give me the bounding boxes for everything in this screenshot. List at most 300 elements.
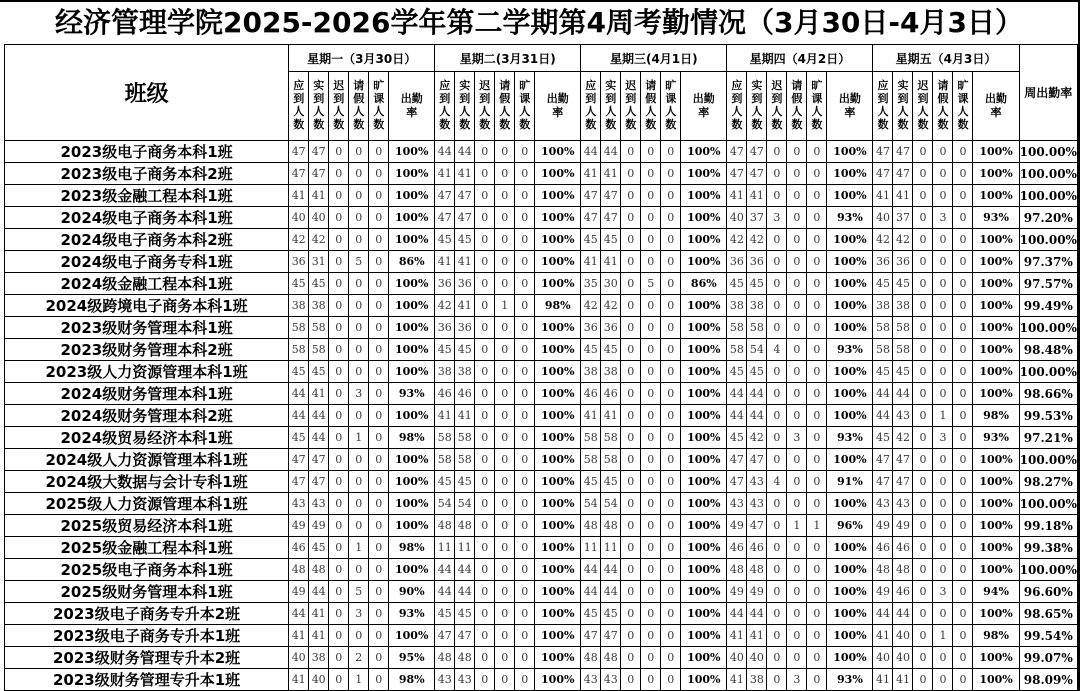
class-name-cell: 2023级财务管理专升本1班 xyxy=(5,669,289,691)
day-rate-cell: 100% xyxy=(973,515,1019,537)
count-cell: 44 xyxy=(747,405,767,427)
day-rate-cell: 100% xyxy=(535,559,581,581)
count-cell: 0 xyxy=(953,493,973,515)
day-rate-cell: 100% xyxy=(535,647,581,669)
count-cell: 0 xyxy=(767,559,787,581)
count-cell: 0 xyxy=(329,251,349,273)
count-cell: 0 xyxy=(329,295,349,317)
count-cell: 0 xyxy=(787,625,807,647)
count-cell: 54 xyxy=(601,493,621,515)
count-cell: 35 xyxy=(581,273,601,295)
count-cell: 0 xyxy=(767,273,787,295)
count-cell: 0 xyxy=(621,339,641,361)
count-cell: 47 xyxy=(309,471,329,493)
count-cell: 48 xyxy=(727,559,747,581)
count-cell: 41 xyxy=(289,669,309,691)
count-cell: 0 xyxy=(661,361,681,383)
count-cell: 46 xyxy=(727,537,747,559)
count-cell: 0 xyxy=(767,405,787,427)
count-cell: 45 xyxy=(435,603,455,625)
count-cell: 0 xyxy=(475,229,495,251)
count-cell: 0 xyxy=(641,493,661,515)
day-rate-cell: 100% xyxy=(389,273,435,295)
count-cell: 0 xyxy=(767,383,787,405)
count-cell: 47 xyxy=(747,141,767,163)
week-rate-cell: 98.48% xyxy=(1019,339,1077,361)
class-name-cell: 2023级财务管理本科1班 xyxy=(5,317,289,339)
count-cell: 41 xyxy=(747,625,767,647)
day-rate-cell: 100% xyxy=(389,163,435,185)
count-cell: 47 xyxy=(873,141,893,163)
day-rate-cell: 100% xyxy=(389,361,435,383)
count-cell: 0 xyxy=(661,163,681,185)
count-cell: 30 xyxy=(601,273,621,295)
count-cell: 0 xyxy=(349,273,369,295)
day-rate-cell: 100% xyxy=(389,625,435,647)
count-cell: 58 xyxy=(455,427,475,449)
count-cell: 46 xyxy=(289,537,309,559)
day-rate-cell: 100% xyxy=(973,669,1019,691)
count-cell: 0 xyxy=(349,405,369,427)
count-cell: 47 xyxy=(893,163,913,185)
count-cell: 0 xyxy=(787,251,807,273)
class-name-cell: 2024级财务管理本科1班 xyxy=(5,383,289,405)
week-rate-cell: 97.20% xyxy=(1019,207,1077,229)
day-rate-cell: 100% xyxy=(681,603,727,625)
week-rate-cell: 99.53% xyxy=(1019,405,1077,427)
count-cell: 0 xyxy=(807,449,827,471)
week-rate-cell: 99.54% xyxy=(1019,625,1077,647)
count-cell: 0 xyxy=(767,317,787,339)
count-cell: 41 xyxy=(455,405,475,427)
class-name-cell: 2023级电子商务本科2班 xyxy=(5,163,289,185)
count-cell: 44 xyxy=(455,559,475,581)
count-cell: 36 xyxy=(455,317,475,339)
class-name-cell: 2024级金融工程本科1班 xyxy=(5,273,289,295)
count-cell: 0 xyxy=(329,207,349,229)
class-name-cell: 2024级财务管理本科2班 xyxy=(5,405,289,427)
table-row xyxy=(5,427,1078,449)
count-cell: 38 xyxy=(747,669,767,691)
count-cell: 40 xyxy=(873,207,893,229)
class-name-cell: 2024级电子商务本科2班 xyxy=(5,229,289,251)
count-cell: 0 xyxy=(475,493,495,515)
count-cell: 0 xyxy=(661,449,681,471)
count-cell: 41 xyxy=(727,185,747,207)
count-cell: 0 xyxy=(495,559,515,581)
count-cell: 45 xyxy=(601,471,621,493)
count-cell: 44 xyxy=(435,141,455,163)
count-cell: 48 xyxy=(455,515,475,537)
count-cell: 46 xyxy=(893,581,913,603)
count-cell: 31 xyxy=(309,251,329,273)
table-row xyxy=(5,339,1078,361)
count-cell: 0 xyxy=(329,493,349,515)
count-cell: 43 xyxy=(309,493,329,515)
count-cell: 0 xyxy=(495,141,515,163)
count-cell: 0 xyxy=(475,163,495,185)
count-cell: 0 xyxy=(515,317,535,339)
day-rate-cell: 100% xyxy=(973,163,1019,185)
count-cell: 0 xyxy=(475,537,495,559)
sub-header-cell: 应到人数 xyxy=(581,72,601,141)
count-cell: 0 xyxy=(787,449,807,471)
count-cell: 0 xyxy=(807,559,827,581)
count-cell: 40 xyxy=(873,647,893,669)
count-cell: 36 xyxy=(435,317,455,339)
count-cell: 44 xyxy=(601,559,621,581)
count-cell: 48 xyxy=(435,515,455,537)
count-cell: 44 xyxy=(435,581,455,603)
count-cell: 0 xyxy=(349,317,369,339)
count-cell: 0 xyxy=(933,603,953,625)
count-cell: 0 xyxy=(369,251,389,273)
count-cell: 0 xyxy=(953,141,973,163)
day-rate-header-cell: 出勤率 xyxy=(681,72,727,141)
count-cell: 0 xyxy=(495,625,515,647)
count-cell: 0 xyxy=(515,515,535,537)
count-cell: 41 xyxy=(435,251,455,273)
count-cell: 0 xyxy=(953,537,973,559)
day-rate-cell: 100% xyxy=(827,625,873,647)
day-rate-cell: 93% xyxy=(827,207,873,229)
table-row xyxy=(5,383,1078,405)
count-cell: 0 xyxy=(933,493,953,515)
count-cell: 0 xyxy=(475,185,495,207)
count-cell: 0 xyxy=(913,669,933,691)
count-cell: 0 xyxy=(807,361,827,383)
count-cell: 0 xyxy=(767,647,787,669)
day-rate-cell: 98% xyxy=(389,537,435,559)
day-rate-cell: 100% xyxy=(681,295,727,317)
attendance-table xyxy=(4,44,1078,691)
count-cell: 46 xyxy=(455,383,475,405)
count-cell: 38 xyxy=(581,361,601,383)
table-row xyxy=(5,405,1078,427)
count-cell: 0 xyxy=(515,471,535,493)
count-cell: 41 xyxy=(601,405,621,427)
week-rate-cell: 100.00% xyxy=(1019,559,1077,581)
day-rate-cell: 100% xyxy=(827,603,873,625)
count-cell: 0 xyxy=(767,185,787,207)
count-cell: 0 xyxy=(349,141,369,163)
count-cell: 0 xyxy=(933,515,953,537)
sub-header-cell: 应到人数 xyxy=(289,72,309,141)
count-cell: 0 xyxy=(787,339,807,361)
table-row xyxy=(5,273,1078,295)
count-cell: 1 xyxy=(933,405,953,427)
day-rate-cell: 100% xyxy=(535,141,581,163)
day-rate-cell: 100% xyxy=(827,493,873,515)
day-rate-cell: 95% xyxy=(389,647,435,669)
day-header-wednesday: 星期三(4月1日) xyxy=(581,45,727,72)
count-cell: 0 xyxy=(369,295,389,317)
count-cell: 45 xyxy=(455,229,475,251)
table-row xyxy=(5,295,1078,317)
count-cell: 0 xyxy=(515,559,535,581)
count-cell: 0 xyxy=(621,427,641,449)
count-cell: 41 xyxy=(747,185,767,207)
day-header-tuesday: 星期二(3月31日) xyxy=(435,45,581,72)
count-cell: 40 xyxy=(727,647,747,669)
count-cell: 0 xyxy=(369,361,389,383)
count-cell: 44 xyxy=(873,603,893,625)
count-cell: 0 xyxy=(515,339,535,361)
day-rate-cell: 100% xyxy=(535,537,581,559)
count-cell: 0 xyxy=(475,273,495,295)
day-rate-cell: 100% xyxy=(973,471,1019,493)
count-cell: 49 xyxy=(727,581,747,603)
count-cell: 0 xyxy=(495,669,515,691)
count-cell: 0 xyxy=(641,207,661,229)
count-cell: 47 xyxy=(289,449,309,471)
count-cell: 0 xyxy=(913,339,933,361)
day-rate-cell: 98% xyxy=(389,427,435,449)
count-cell: 0 xyxy=(913,449,933,471)
day-rate-cell: 91% xyxy=(827,471,873,493)
table-row xyxy=(5,493,1078,515)
count-cell: 0 xyxy=(913,515,933,537)
count-cell: 47 xyxy=(727,471,747,493)
count-cell: 0 xyxy=(767,449,787,471)
count-cell: 44 xyxy=(581,141,601,163)
table-row xyxy=(5,537,1078,559)
count-cell: 42 xyxy=(601,295,621,317)
count-cell: 0 xyxy=(515,273,535,295)
count-cell: 0 xyxy=(329,669,349,691)
count-cell: 40 xyxy=(289,647,309,669)
count-cell: 43 xyxy=(455,669,475,691)
count-cell: 45 xyxy=(581,339,601,361)
day-rate-cell: 100% xyxy=(973,273,1019,295)
day-rate-cell: 100% xyxy=(973,317,1019,339)
count-cell: 0 xyxy=(933,669,953,691)
count-cell: 0 xyxy=(913,537,933,559)
count-cell: 0 xyxy=(369,339,389,361)
count-cell: 0 xyxy=(621,185,641,207)
count-cell: 44 xyxy=(581,559,601,581)
count-cell: 47 xyxy=(601,185,621,207)
count-cell: 0 xyxy=(933,163,953,185)
count-cell: 0 xyxy=(913,427,933,449)
count-cell: 41 xyxy=(581,163,601,185)
day-rate-cell: 100% xyxy=(827,383,873,405)
count-cell: 0 xyxy=(787,581,807,603)
count-cell: 0 xyxy=(913,383,933,405)
day-rate-cell: 100% xyxy=(681,361,727,383)
count-cell: 0 xyxy=(913,405,933,427)
count-cell: 48 xyxy=(601,647,621,669)
count-cell: 37 xyxy=(893,207,913,229)
count-cell: 44 xyxy=(455,581,475,603)
count-cell: 45 xyxy=(601,339,621,361)
count-cell: 0 xyxy=(807,185,827,207)
count-cell: 0 xyxy=(787,141,807,163)
count-cell: 43 xyxy=(727,493,747,515)
count-cell: 0 xyxy=(621,493,641,515)
table-row xyxy=(5,515,1078,537)
count-cell: 0 xyxy=(767,581,787,603)
day-rate-cell: 100% xyxy=(973,229,1019,251)
sub-header-cell: 请假人数 xyxy=(641,72,661,141)
count-cell: 38 xyxy=(309,647,329,669)
count-cell: 0 xyxy=(329,515,349,537)
sub-header-cell: 实到人数 xyxy=(601,72,621,141)
count-cell: 1 xyxy=(349,669,369,691)
day-rate-cell: 100% xyxy=(535,449,581,471)
sub-header-cell: 迟到人数 xyxy=(767,72,787,141)
count-cell: 44 xyxy=(309,405,329,427)
count-cell: 45 xyxy=(581,603,601,625)
count-cell: 0 xyxy=(661,515,681,537)
count-cell: 0 xyxy=(515,361,535,383)
count-cell: 0 xyxy=(621,405,641,427)
count-cell: 0 xyxy=(369,229,389,251)
day-rate-cell: 100% xyxy=(535,251,581,273)
count-cell: 0 xyxy=(661,471,681,493)
count-cell: 0 xyxy=(475,339,495,361)
count-cell: 0 xyxy=(369,207,389,229)
count-cell: 0 xyxy=(807,141,827,163)
count-cell: 41 xyxy=(893,185,913,207)
count-cell: 0 xyxy=(807,339,827,361)
count-cell: 48 xyxy=(747,559,767,581)
day-rate-cell: 100% xyxy=(389,449,435,471)
count-cell: 48 xyxy=(435,647,455,669)
count-cell: 0 xyxy=(475,515,495,537)
count-cell: 0 xyxy=(641,603,661,625)
count-cell: 45 xyxy=(747,273,767,295)
day-rate-cell: 100% xyxy=(681,669,727,691)
count-cell: 41 xyxy=(455,163,475,185)
sub-header-cell: 请假人数 xyxy=(787,72,807,141)
count-cell: 11 xyxy=(455,537,475,559)
count-cell: 0 xyxy=(621,559,641,581)
count-cell: 0 xyxy=(661,185,681,207)
count-cell: 0 xyxy=(661,669,681,691)
day-rate-cell: 86% xyxy=(389,251,435,273)
day-rate-cell: 98% xyxy=(973,405,1019,427)
day-header-friday: 星期五（4月3日） xyxy=(873,45,1019,72)
count-cell: 45 xyxy=(435,229,455,251)
count-cell: 0 xyxy=(807,647,827,669)
week-rate-cell: 100.00% xyxy=(1019,185,1077,207)
count-cell: 45 xyxy=(893,273,913,295)
count-cell: 43 xyxy=(601,669,621,691)
count-cell: 36 xyxy=(873,251,893,273)
day-rate-cell: 100% xyxy=(681,339,727,361)
count-cell: 0 xyxy=(787,559,807,581)
day-rate-cell: 100% xyxy=(535,625,581,647)
day-header-monday: 星期一（3月30日） xyxy=(289,45,435,72)
count-cell: 0 xyxy=(767,163,787,185)
count-cell: 46 xyxy=(893,537,913,559)
count-cell: 45 xyxy=(727,427,747,449)
count-cell: 0 xyxy=(807,669,827,691)
sub-header-cell: 旷课人数 xyxy=(661,72,681,141)
count-cell: 47 xyxy=(435,625,455,647)
table-row xyxy=(5,581,1078,603)
count-cell: 0 xyxy=(329,229,349,251)
sub-header-cell: 迟到人数 xyxy=(913,72,933,141)
count-cell: 47 xyxy=(747,163,767,185)
count-cell: 41 xyxy=(455,251,475,273)
count-cell: 41 xyxy=(309,185,329,207)
count-cell: 0 xyxy=(349,207,369,229)
count-cell: 0 xyxy=(767,493,787,515)
count-cell: 47 xyxy=(893,449,913,471)
count-cell: 0 xyxy=(329,361,349,383)
count-cell: 0 xyxy=(641,141,661,163)
count-cell: 0 xyxy=(913,361,933,383)
count-cell: 41 xyxy=(873,185,893,207)
count-cell: 45 xyxy=(309,361,329,383)
count-cell: 0 xyxy=(349,229,369,251)
count-cell: 45 xyxy=(455,471,475,493)
count-cell: 49 xyxy=(289,515,309,537)
count-cell: 0 xyxy=(515,603,535,625)
count-cell: 0 xyxy=(369,427,389,449)
count-cell: 0 xyxy=(661,581,681,603)
count-cell: 41 xyxy=(309,383,329,405)
count-cell: 47 xyxy=(289,141,309,163)
day-rate-cell: 100% xyxy=(973,647,1019,669)
count-cell: 47 xyxy=(727,449,747,471)
count-cell: 0 xyxy=(953,361,973,383)
count-cell: 0 xyxy=(329,449,349,471)
count-cell: 1 xyxy=(495,295,515,317)
day-rate-cell: 100% xyxy=(535,515,581,537)
count-cell: 0 xyxy=(933,449,953,471)
count-cell: 44 xyxy=(747,383,767,405)
count-cell: 0 xyxy=(475,669,495,691)
count-cell: 0 xyxy=(515,251,535,273)
day-rate-cell: 93% xyxy=(973,427,1019,449)
count-cell: 0 xyxy=(767,625,787,647)
count-cell: 0 xyxy=(933,141,953,163)
count-cell: 46 xyxy=(435,383,455,405)
count-cell: 0 xyxy=(329,625,349,647)
count-cell: 0 xyxy=(933,361,953,383)
count-cell: 47 xyxy=(893,471,913,493)
count-cell: 0 xyxy=(933,317,953,339)
week-rate-cell: 97.37% xyxy=(1019,251,1077,273)
count-cell: 0 xyxy=(369,581,389,603)
count-cell: 42 xyxy=(309,229,329,251)
count-cell: 0 xyxy=(787,493,807,515)
count-cell: 0 xyxy=(661,339,681,361)
count-cell: 0 xyxy=(641,163,661,185)
day-rate-cell: 100% xyxy=(681,559,727,581)
count-cell: 0 xyxy=(495,427,515,449)
count-cell: 0 xyxy=(641,581,661,603)
count-cell: 42 xyxy=(873,229,893,251)
count-cell: 47 xyxy=(747,449,767,471)
count-cell: 0 xyxy=(661,427,681,449)
count-cell: 58 xyxy=(289,317,309,339)
count-cell: 0 xyxy=(515,383,535,405)
day-rate-cell: 100% xyxy=(681,141,727,163)
count-cell: 11 xyxy=(435,537,455,559)
count-cell: 3 xyxy=(787,427,807,449)
count-cell: 0 xyxy=(661,273,681,295)
count-cell: 41 xyxy=(435,163,455,185)
count-cell: 0 xyxy=(807,471,827,493)
count-cell: 45 xyxy=(435,471,455,493)
count-cell: 0 xyxy=(621,515,641,537)
count-cell: 0 xyxy=(495,273,515,295)
count-cell: 0 xyxy=(787,317,807,339)
